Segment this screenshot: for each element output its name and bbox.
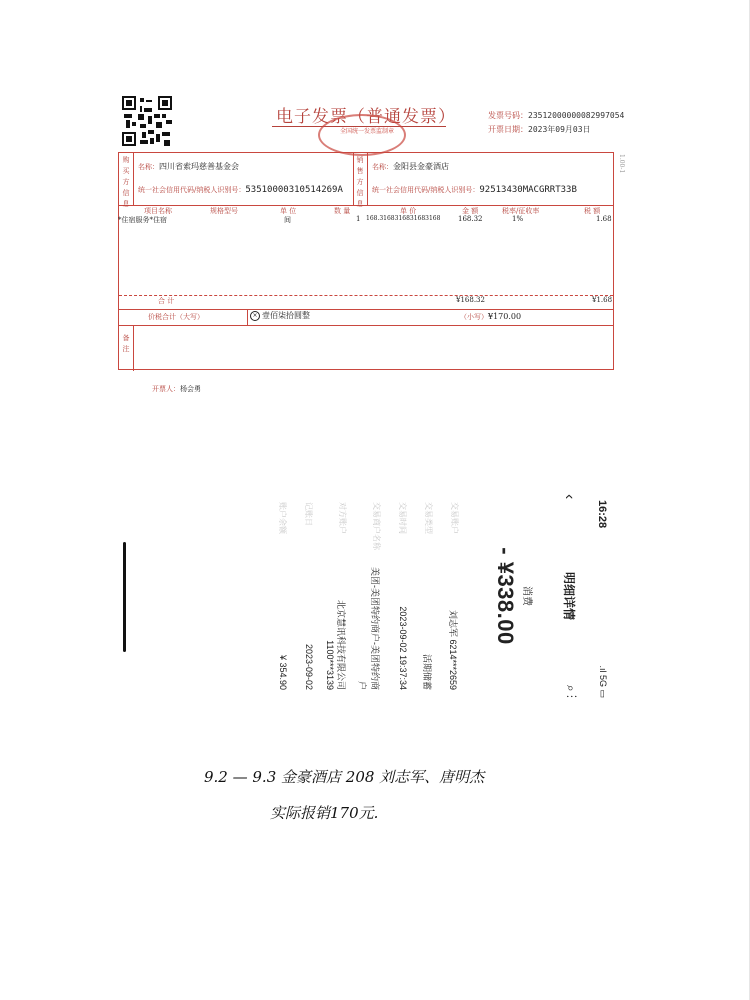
search-icon[interactable]: ⌕ [564, 684, 578, 692]
item-amount: 168.32 [458, 215, 483, 223]
chevron-left-icon[interactable]: ‹ [561, 494, 578, 500]
col-tax: 税 额 [584, 207, 601, 215]
buyer-tax-label: 统一社会信用代码/纳税人识别号： [138, 186, 246, 194]
qr-code-icon [122, 96, 172, 146]
buyer-name-label: 名称： [138, 163, 159, 171]
col-price: 单 价 [400, 207, 417, 215]
divider [119, 325, 613, 326]
row-label: 对方账户 [338, 502, 347, 534]
invoice-date-label: 开票日期： [488, 125, 528, 134]
more-icon[interactable]: ⋮ [564, 694, 578, 698]
home-indicator [123, 542, 126, 652]
divider [119, 309, 613, 310]
transaction-amount: - ¥338.00 [493, 547, 518, 645]
row-value: 2023-09-02 [304, 643, 314, 690]
cross-circle-icon: × [250, 311, 260, 321]
grand-total-small-value: ¥170.00 [488, 312, 522, 321]
handwritten-note-line1: 9.2 — 9.3 金豪酒店 208 刘志军、唐明杰 [204, 768, 485, 786]
row-label: 交易类型 [424, 502, 433, 534]
invoice-frame [118, 152, 614, 370]
row-label: 交易时间 [398, 502, 407, 534]
seller-tax-value: 92513430MACGRRT33B [479, 185, 577, 195]
item-rate: 1% [512, 215, 524, 223]
row-value: 北京慧讯科技有限公司 1100***3139 [325, 599, 346, 690]
row-value: 活期储蓄 [422, 653, 432, 690]
row-value: 刘志军 6214***2659 [448, 609, 458, 690]
transaction-category: 消费 [521, 586, 532, 606]
grand-total-small-label: （小写） [460, 313, 488, 321]
buyer-name-value: 四川省索玛慈善基金会 [159, 162, 239, 171]
col-spec: 规格型号 [210, 207, 238, 215]
row-label: 记账日 [304, 502, 313, 526]
item-name: *住宿服务*住宿 [118, 216, 167, 224]
grand-total-label: 价税合计（大写） [148, 313, 204, 321]
col-unit: 单 位 [280, 207, 297, 215]
item-unit: 间 [284, 216, 291, 224]
col-rate: 税率/征收率 [502, 207, 540, 215]
col-amount: 金 额 [462, 207, 479, 215]
invoice-number-value: 23512000000082997054 [528, 111, 625, 120]
grand-total-small [460, 312, 521, 322]
phone-screenshot [112, 480, 618, 712]
divider [133, 153, 134, 205]
invoice-seal [318, 114, 406, 156]
item-qty: 1 [356, 215, 361, 223]
seller-tax-label: 统一社会信用代码/纳税人识别号： [372, 186, 480, 194]
bank-transaction-detail [116, 480, 622, 712]
remarks-label: 备注 [122, 334, 130, 353]
item-tax: 1.68 [596, 215, 612, 223]
seller-section-label: 销售方信息 [356, 156, 364, 208]
divider [119, 295, 613, 296]
divider [133, 325, 134, 371]
nav-actions [563, 685, 578, 698]
seller-name [372, 161, 449, 172]
divider [353, 153, 354, 205]
row-value: 2023-09-02 19:37:34 [398, 606, 408, 690]
invoice-date [488, 124, 591, 135]
handwritten-note-line2: 实际报销170元. [270, 804, 379, 822]
divider [247, 309, 248, 325]
issuer-label: 开票人： [152, 385, 180, 393]
seller-name-value: 金阳县金豪酒店 [393, 162, 449, 171]
total-label: 合 计 [158, 297, 175, 305]
page-title: 明细详情 [562, 571, 576, 620]
issuer [152, 384, 201, 394]
issuer-name: 杨会勇 [180, 385, 201, 393]
invoice-number-label: 发票号码： [488, 111, 528, 120]
total-amount: ¥168.32 [456, 296, 485, 304]
buyer-name [138, 161, 239, 172]
buyer-tax-id [138, 185, 343, 195]
invoice-number [488, 110, 624, 121]
electronic-invoice [112, 88, 626, 406]
invoice-title: 电子发票（普通发票） [276, 107, 456, 127]
grand-total-words-value: 壹佰柒拾圆整 [262, 311, 310, 320]
row-label: 交易商户名称 [372, 502, 381, 550]
buyer-section-label: 购买方信息 [122, 156, 130, 208]
status-indicators: .ıl 5G ▭ [598, 665, 608, 698]
row-label: 交易账户 [450, 502, 459, 534]
grand-total-words [250, 310, 310, 321]
col-qty: 数 量 [334, 207, 351, 215]
item-price: 168.3168316831683168 [366, 215, 441, 222]
col-item-name: 项目名称 [144, 207, 172, 215]
total-tax: ¥1.68 [592, 296, 613, 304]
divider [367, 153, 368, 205]
seller-tax-id [372, 185, 577, 195]
status-time: 16:28 [596, 500, 608, 529]
seller-name-label: 名称： [372, 163, 393, 171]
side-number: 1.00-1 [618, 154, 625, 174]
row-value: ¥ 354.90 [278, 654, 288, 690]
buyer-tax-value: 53510000310514269A [245, 185, 343, 195]
row-value: 美团-美团特约商户-美团特约商户 [357, 567, 380, 690]
invoice-date-value: 2023年09月03日 [528, 125, 591, 134]
row-label: 账户余额 [278, 502, 287, 534]
seal-text: 全国统一发票监制章 [340, 128, 395, 135]
